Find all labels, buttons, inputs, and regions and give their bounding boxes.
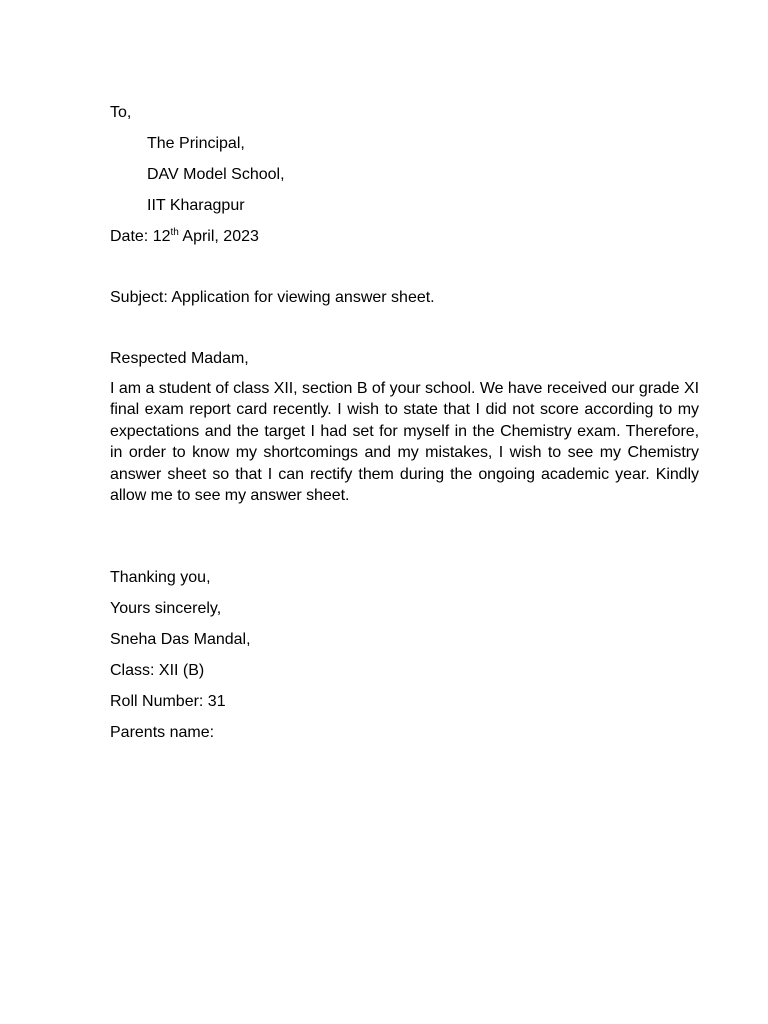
date-day: 12: [152, 228, 171, 245]
date-label: Date:: [110, 228, 149, 245]
recipient-school: DAV Model School,: [147, 166, 285, 183]
date-line: [110, 227, 259, 247]
greeting: Respected Madam,: [110, 350, 249, 367]
closing-thanks: Thanking you,: [110, 569, 211, 586]
letter-body: I am a student of class XII, section B of your school. We have received our grade XI final exam report card recently. I wish to state that I did not score according to my expectations and the target I had set for myself in the Chemistry exam. Therefore, in order to know my shortcomings and my mistakes, I wish to see my Chemistry answer sheet so that I can rectify them during the ongoing academic year. Kindly allow me to see my answer sheet.: [110, 380, 699, 505]
date-suffix: th: [170, 227, 179, 238]
sender-name: Sneha Das Mandal,: [110, 631, 251, 648]
parents-name-label: Parents name:: [110, 724, 215, 741]
sender-class: Class: XII (B): [110, 662, 205, 679]
date-rest: April, 2023: [182, 228, 259, 245]
to-line: To,: [110, 104, 132, 121]
recipient-location: IIT Kharagpur: [147, 197, 245, 214]
closing-sincerely: Yours sincerely,: [110, 600, 222, 617]
sender-roll-number: Roll Number: 31: [110, 693, 226, 710]
subject-line: Subject: Application for viewing answer sheet.: [110, 289, 435, 306]
recipient-title: The Principal,: [147, 135, 245, 152]
